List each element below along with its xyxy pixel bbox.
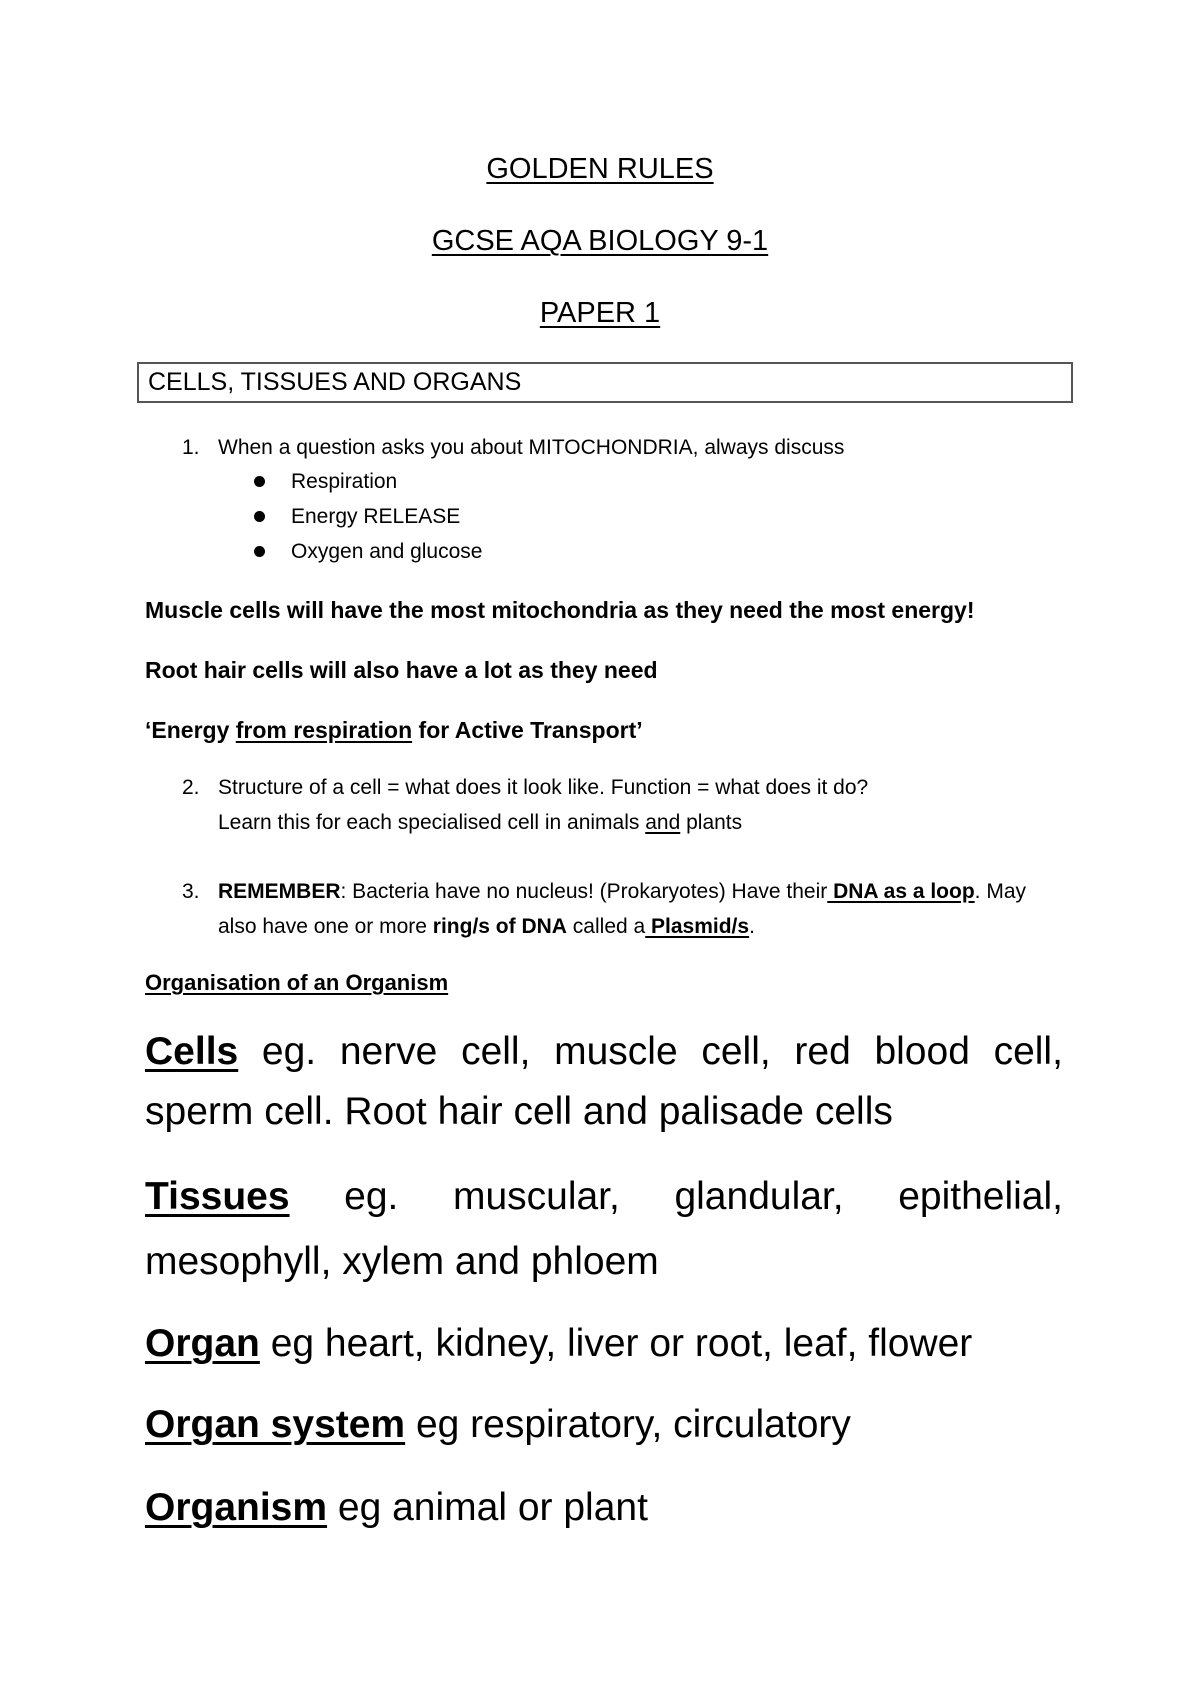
section-heading-text: CELLS, TISSUES AND ORGANS <box>148 368 522 396</box>
level-organ-system <box>145 1403 1063 1447</box>
level-cells-word: cell, <box>701 1030 771 1073</box>
level-cells-word: nerve <box>339 1030 438 1073</box>
bullet-item-respiration: Respiration <box>291 470 398 493</box>
item1-keyword: MITOCHONDRIA <box>528 436 693 459</box>
bullet-item-oxygen: Oxygen and glucose <box>291 540 483 563</box>
item2-number: 2. <box>182 776 200 799</box>
title-golden-rules: GOLDEN RULES <box>486 153 714 185</box>
level-organism-term: Organism <box>145 1486 328 1529</box>
item3-line2 <box>218 915 755 939</box>
note-active-transport-quote <box>145 717 643 744</box>
title-paper: PAPER 1 <box>539 297 661 329</box>
level-tissues <box>145 1175 1063 1219</box>
section-heading-box <box>137 362 1073 403</box>
quote-start: ‘Energy <box>145 717 236 743</box>
level-organism <box>145 1486 1063 1530</box>
level-cells-word: red <box>794 1030 851 1073</box>
level-cells-word: eg. <box>261 1030 317 1073</box>
item3-line1 <box>218 880 1026 904</box>
item1-text-after: , always discuss <box>692 436 845 459</box>
bullet-dot-icon <box>254 511 265 522</box>
item3-number: 3. <box>182 880 200 903</box>
item3-plasmid: Plasmid/s <box>645 915 750 938</box>
item3-text1: : Bacteria have no nucleus! (Prokaryotes) Have their <box>340 880 828 903</box>
bullet-dot-icon <box>254 546 265 557</box>
level-organism-rest: eg animal or plant <box>327 1486 648 1529</box>
level-cells <box>145 1030 1063 1074</box>
quote-underlined: from respiration <box>235 717 413 743</box>
level-cells-word: blood <box>874 1030 970 1073</box>
item2-line2-before: Learn this for each specialised cell in animals <box>218 811 646 834</box>
level-organ <box>145 1322 1063 1366</box>
item1-text <box>218 436 844 460</box>
organisation-heading: Organisation of an Organism <box>145 970 449 995</box>
level-organ-term: Organ <box>145 1322 260 1365</box>
note-root-hair-cells: Root hair cells will also have a lot as they need <box>145 657 658 683</box>
item2-line2-underlined: and <box>645 811 681 834</box>
level-tissues-word: muscular, <box>452 1175 620 1218</box>
item3-text3: also have one or more <box>218 915 433 938</box>
note-muscle-cells: Muscle cells will have the most mitochondria as they need the most energy! <box>145 597 975 623</box>
item3-text5: . <box>749 915 755 938</box>
level-cells-word: cell, <box>993 1030 1063 1073</box>
quote-end: for Active Transport’ <box>412 717 643 743</box>
title-course: GCSE AQA BIOLOGY 9-1 <box>431 225 769 257</box>
item2-line1: Structure of a cell = what does it look like. Function = what does it do? <box>218 776 869 799</box>
item3-dna-loop: DNA as a loop <box>827 880 975 903</box>
level-organ-system-term: Organ system <box>145 1403 406 1446</box>
level-tissues-word: glandular, <box>674 1175 844 1218</box>
item2-line2-after: plants <box>680 811 743 834</box>
level-tissues-term: Tissues <box>145 1175 290 1218</box>
level-tissues-word: eg. <box>344 1175 399 1218</box>
item1-number: 1. <box>182 436 200 459</box>
level-cells-word: cell, <box>461 1030 531 1073</box>
bullet-dot-icon <box>254 476 265 487</box>
bullet-item-energy: Energy RELEASE <box>291 505 461 528</box>
level-cells-word: muscle <box>554 1030 678 1073</box>
level-cells-line1 <box>145 1030 1063 1074</box>
level-tissues-line1 <box>145 1175 1063 1219</box>
item2-line2 <box>218 811 742 835</box>
level-tissues-word: epithelial, <box>898 1175 1063 1218</box>
item1-text-before: When a question asks you about <box>218 436 529 459</box>
level-cells-term: Cells <box>145 1030 239 1073</box>
level-organ-rest: eg heart, kidney, liver or root, leaf, flower <box>259 1322 973 1365</box>
item3-label: REMEMBER <box>218 880 341 903</box>
item3-text4: called a <box>566 915 646 938</box>
level-tissues-line2: mesophyll, xylem and phloem <box>145 1240 659 1283</box>
level-organ-system-rest: eg respiratory, circulatory <box>405 1403 851 1446</box>
level-cells-line2: sperm cell. Root hair cell and palisade cells <box>145 1090 893 1133</box>
item3-text2: . May <box>974 880 1027 903</box>
item3-rings: ring/s of DNA <box>432 915 567 938</box>
